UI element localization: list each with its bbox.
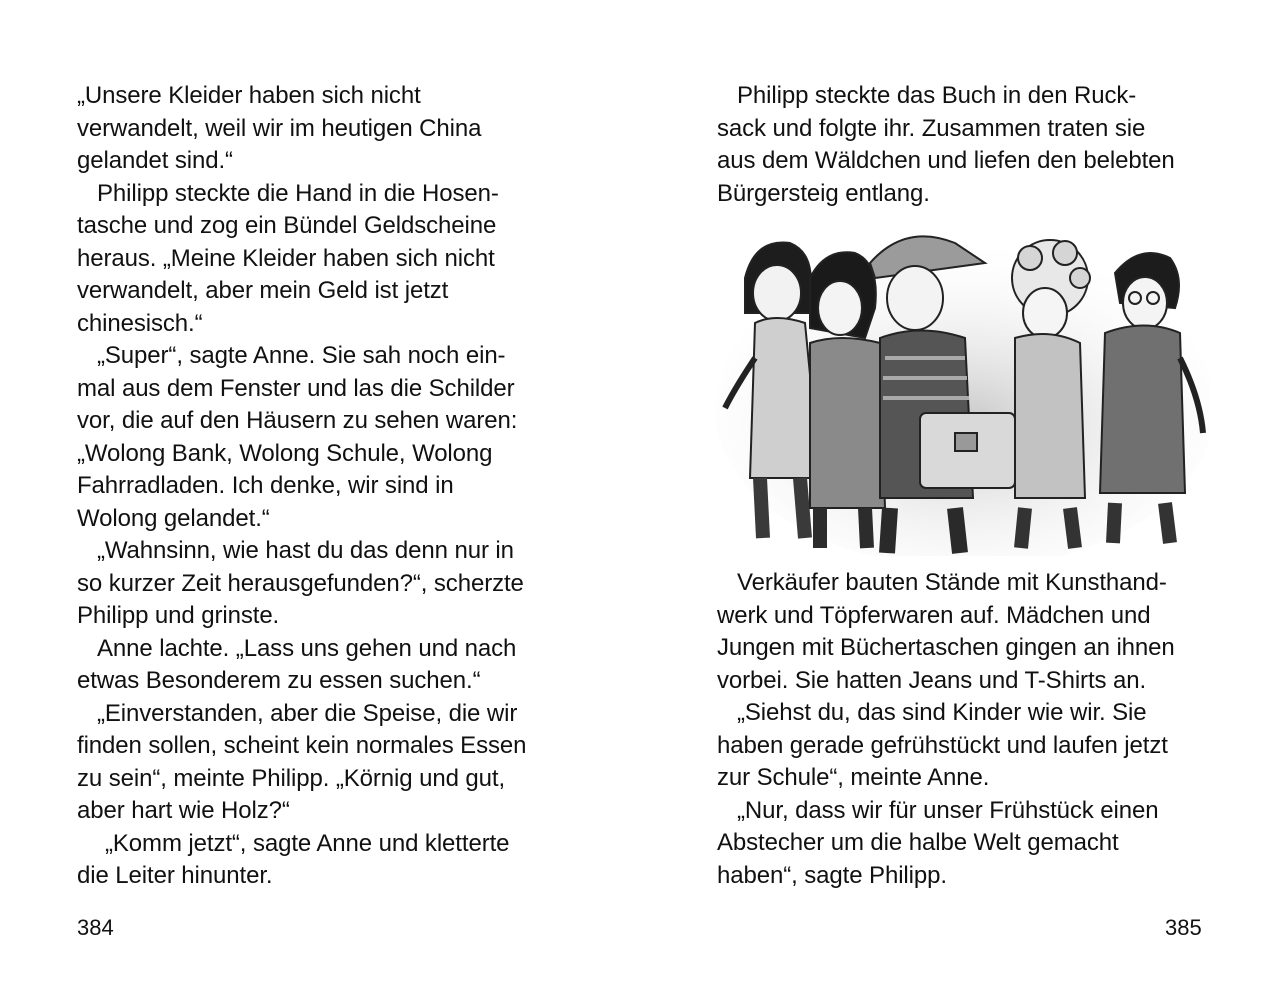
text-line: „Einverstanden, aber die Speise, die wir <box>97 699 518 727</box>
text-line: „Wahnsinn, wie hast du das denn nur in <box>97 537 514 564</box>
text-line: „Komm jetzt“, sagte Anne und kletterte <box>105 829 510 857</box>
text-line: Philipp steckte das Buch in den Ruck- <box>737 82 1137 109</box>
text-line: Wolong gelandet.“ <box>77 504 270 532</box>
text-line: werk und Töpferwaren auf. Mädchen und <box>717 601 1151 629</box>
text-line: Philipp steckte die Hand in die Hosen- <box>97 179 499 207</box>
child-figure <box>810 252 885 548</box>
children-walking-illustration <box>715 218 1210 556</box>
text-line: „Unsere Kleider haben sich nicht <box>77 82 421 109</box>
text-line: Verkäufer bauten Stände mit Kunsthand- <box>737 569 1167 596</box>
text-line: finden sollen, scheint kein normales Essen <box>77 732 527 759</box>
text-line: haben“, sagte Philipp. <box>717 861 947 889</box>
right-page-text-top <box>717 80 1217 210</box>
text-line: vorbei. Sie hatten Jeans und T-Shirts an. <box>717 666 1147 694</box>
text-line: etwas Besonderem zu essen suchen.“ <box>77 667 481 694</box>
text-line: mal aus dem Fenster und las die Schilder <box>77 374 515 402</box>
text-line: verwandelt, weil wir im heutigen China <box>77 114 482 142</box>
right-page-text-bottom <box>717 567 1217 892</box>
text-line: „Siehst du, das sind Kinder wie wir. Sie <box>737 699 1147 726</box>
text-line: aus dem Wäldchen und liefen den belebten <box>717 147 1175 174</box>
text-line: zu sein“, meinte Philipp. „Körnig und gut, <box>77 764 506 792</box>
text-line: Jungen mit Büchertaschen gingen an ihnen <box>717 634 1175 661</box>
text-line: tasche und zog ein Bündel Geldscheine <box>77 212 497 239</box>
text-line: heraus. „Meine Kleider haben sich nicht <box>77 244 495 272</box>
text-line: gelandet sind.“ <box>77 147 233 174</box>
text-line: Anne lachte. „Lass uns gehen und nach <box>97 634 517 662</box>
text-line: „Wolong Bank, Wolong Schule, Wolong <box>77 439 493 467</box>
text-line: Fahrradladen. Ich denke, wir sind in <box>77 472 454 499</box>
text-line: vor, die auf den Häusern zu sehen waren: <box>77 407 518 434</box>
left-page-text <box>77 80 567 893</box>
text-line: zur Schule“, meinte Anne. <box>717 764 990 791</box>
page-number-left: 384 <box>77 915 114 940</box>
text-line: haben gerade gefrühstückt und laufen jetzt <box>717 731 1168 759</box>
text-line: verwandelt, aber mein Geld ist jetzt <box>77 277 449 304</box>
text-line: so kurzer Zeit herausgefunden?“, scherzte <box>77 569 524 597</box>
text-line: Abstecher um die halbe Welt gemacht <box>717 829 1119 856</box>
right-page <box>640 0 1280 998</box>
text-line: die Leiter hinunter. <box>77 862 273 889</box>
text-line: Bürgersteig entlang. <box>717 179 930 207</box>
text-line: „Super“, sagte Anne. Sie sah noch ein- <box>97 342 506 369</box>
text-line: Philipp und grinste. <box>77 602 280 629</box>
text-line: sack und folgte ihr. Zusammen traten sie <box>717 114 1146 142</box>
text-line: chinesisch.“ <box>77 309 203 337</box>
page-number-right: 385 <box>1165 915 1202 940</box>
text-line: „Nur, dass wir für unser Frühstück einen <box>737 796 1159 824</box>
text-line: aber hart wie Holz?“ <box>77 797 290 824</box>
